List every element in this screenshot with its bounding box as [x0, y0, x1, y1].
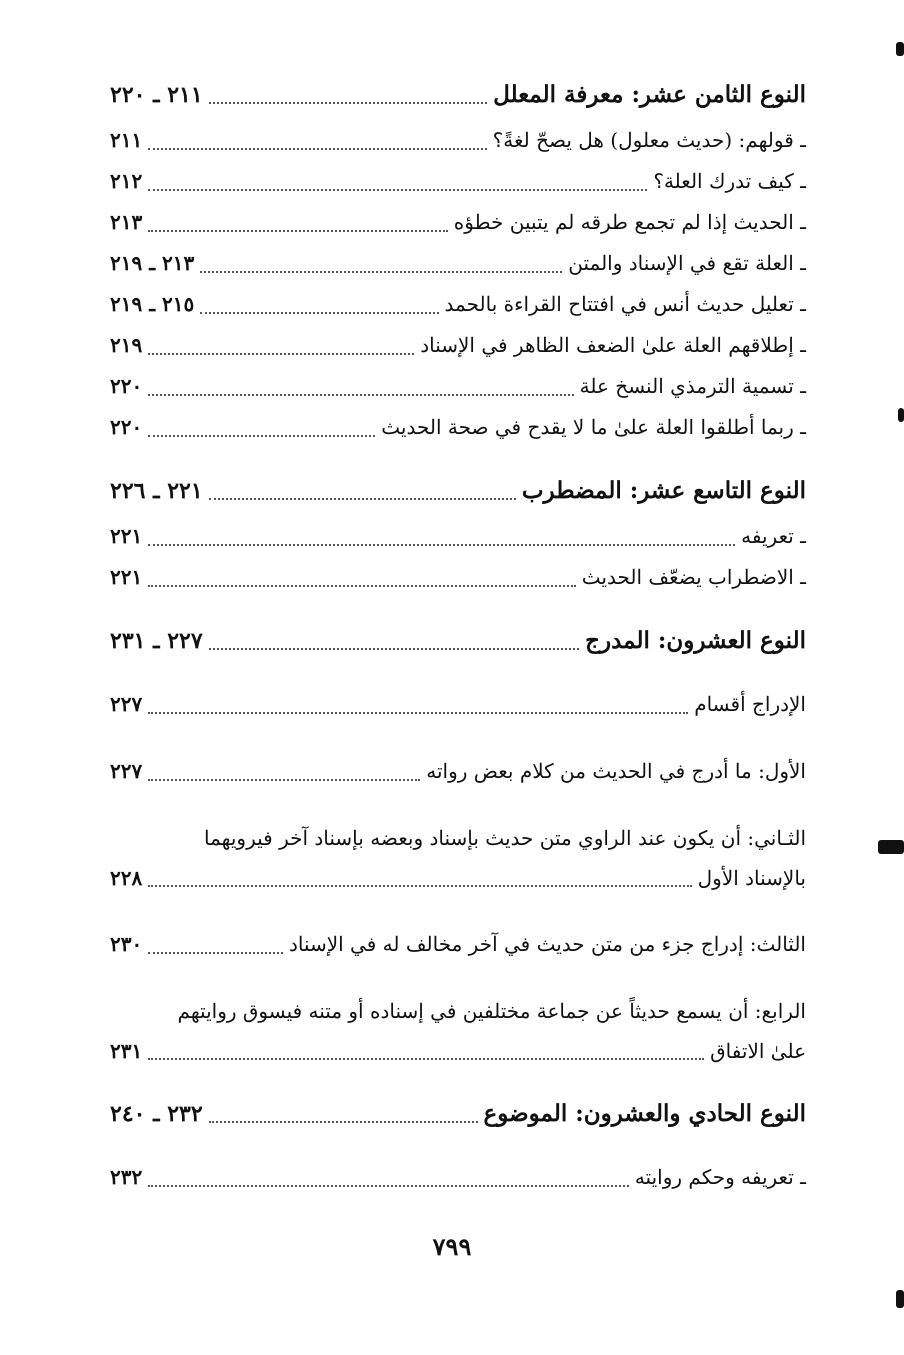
- leader-dots: [148, 885, 691, 887]
- entry-title: ـ الاضطراب يضعّف الحديث: [581, 565, 806, 589]
- toc-entry: [110, 325, 806, 366]
- entry-title: ـ العلة تقع في الإسناد والمتن: [568, 251, 806, 275]
- leader-dots: [209, 1121, 478, 1123]
- toc-entry: [110, 1157, 806, 1198]
- entry-title: الأول: ما أدرج في الحديث من كلام بعض رواته: [426, 759, 806, 783]
- entry-pages: ٢١٣: [110, 210, 143, 234]
- toc-entry: [110, 557, 806, 598]
- entry-title-line2: بالإسناد الأول: [697, 866, 806, 890]
- page-number: ٧٩٩: [432, 1232, 472, 1261]
- scan-mark: [896, 42, 904, 56]
- heading-title: النوع التاسع عشر: المضطرب: [521, 477, 806, 504]
- entry-title: ـ قولهم: (حديث معلول) هل يصحّ لغةً؟: [492, 128, 806, 152]
- leader-dots: [200, 312, 438, 314]
- entry-title: ـ تسمية الترمذي النسخ علة: [579, 374, 806, 398]
- toc-entry: [110, 366, 806, 407]
- entry-pages: ٢١٩: [110, 333, 143, 357]
- leader-dots: [209, 102, 488, 104]
- scan-mark: [898, 408, 904, 422]
- leader-dots: [148, 1058, 704, 1060]
- heading-pages: ٢٢١ ـ ٢٢٦: [110, 478, 203, 504]
- toc-entry: [110, 751, 806, 792]
- toc-entry: [110, 243, 806, 284]
- entry-pages: ٢٢٠: [110, 415, 143, 439]
- toc-entry-multiline: [110, 991, 806, 1071]
- section-heading: [110, 616, 806, 666]
- scan-mark: [896, 1290, 904, 1308]
- leader-dots: [148, 712, 688, 714]
- toc-entry: [110, 516, 806, 557]
- entry-title: الإدراج أقسام: [694, 692, 806, 716]
- toc-entry: [110, 161, 806, 202]
- entry-title: ـ الحديث إذا لم تجمع طرقه لم يتبين خطؤه: [453, 210, 806, 234]
- heading-pages: ٢٣٢ ـ ٢٤٠: [110, 1101, 203, 1127]
- entry-title: ـ ربما أطلقوا العلة علىٰ ما لا يقدح في صحة الحديث: [381, 415, 806, 439]
- entry-pages: ٢٢١: [110, 565, 143, 589]
- leader-dots: [148, 189, 647, 191]
- toc-entry: [110, 284, 806, 325]
- entry-title: ـ إطلاقهم العلة علىٰ الضعف الظاهر في الإسناد: [420, 333, 806, 357]
- leader-dots: [148, 230, 448, 232]
- toc-entry: [110, 684, 806, 725]
- entry-title: ـ كيف تدرك العلة؟: [653, 169, 806, 193]
- leader-dots: [148, 544, 735, 546]
- leader-dots: [148, 394, 573, 396]
- leader-dots: [148, 779, 420, 781]
- entry-pages: ٢٢٠: [110, 374, 143, 398]
- heading-title: النوع الثامن عشر: معرفة المعلل: [493, 81, 806, 108]
- toc-entry: [110, 924, 806, 965]
- section-heading: [110, 1089, 806, 1139]
- entry-title-line1: الرابع: أن يسمع حديثاً عن جماعة مختلفين في إسناده أو متنه فيسوق روايتهم: [177, 999, 806, 1023]
- entry-pages: ٢١١: [110, 128, 143, 152]
- leader-dots: [148, 353, 414, 355]
- entry-title: الثالث: إدراج جزء من متن حديث في آخر مخالف له في الإسناد: [288, 932, 806, 956]
- toc-entry: [110, 407, 806, 448]
- leader-dots: [148, 1185, 629, 1187]
- scan-mark: [878, 840, 904, 854]
- leader-dots: [148, 435, 375, 437]
- entry-pages: ٢٢٧: [110, 692, 143, 716]
- heading-pages: ٢٢٧ ـ ٢٣١: [110, 628, 203, 654]
- entry-pages: ٢٣١: [110, 1039, 143, 1063]
- entry-pages: ٢٣٢: [110, 1165, 143, 1189]
- section-heading: [110, 70, 806, 120]
- entry-pages: ٢١٣ ـ ٢١٩: [110, 251, 195, 275]
- section-heading: [110, 466, 806, 516]
- leader-dots: [148, 585, 576, 587]
- entry-title-line2: علىٰ الاتفاق: [710, 1039, 806, 1063]
- leader-dots: [200, 271, 562, 273]
- entry-title: ـ تعريفه: [741, 524, 806, 548]
- heading-pages: ٢١١ ـ ٢٢٠: [110, 82, 203, 108]
- leader-dots: [148, 148, 486, 150]
- leader-dots: [209, 498, 516, 500]
- entry-pages: ٢١٥ ـ ٢١٩: [110, 292, 195, 316]
- entry-pages: ٢٢٨: [110, 866, 143, 890]
- table-of-contents: [110, 70, 806, 1198]
- entry-pages: ٢٢٧: [110, 759, 143, 783]
- leader-dots: [209, 648, 579, 650]
- leader-dots: [148, 952, 283, 954]
- entry-title: ـ تعريفه وحكم روايته: [634, 1165, 806, 1189]
- entry-pages: ٢١٢: [110, 169, 143, 193]
- entry-title: ـ تعليل حديث أنس في افتتاح القراءة بالحمد: [444, 292, 806, 316]
- entry-pages: ٢٣٠: [110, 932, 143, 956]
- entry-title-line1: الثـاني: أن يكون عند الراوي متن حديث بإسناد وبعضه بإسناد آخر فيرويهما: [203, 826, 806, 850]
- heading-title: النوع الحادي والعشرون: الموضوع: [483, 1100, 806, 1127]
- toc-entry: [110, 120, 806, 161]
- entry-pages: ٢٢١: [110, 524, 143, 548]
- toc-entry: [110, 202, 806, 243]
- toc-entry-multiline: [110, 818, 806, 898]
- heading-title: النوع العشرون: المدرج: [585, 627, 806, 654]
